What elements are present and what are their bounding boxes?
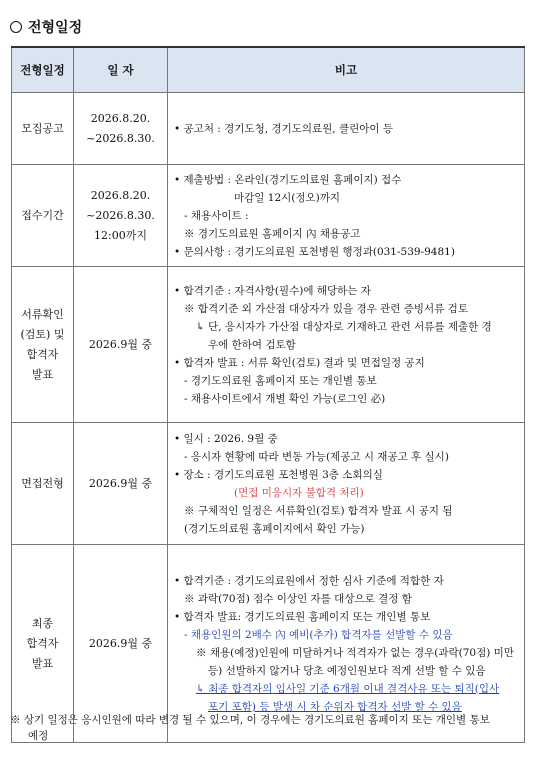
note-line: - 채용사이트에서 개별 확인 가능(로그인 必) (184, 392, 386, 405)
stage-label: 발표 (31, 656, 54, 670)
date-cell (74, 165, 168, 267)
table-row (12, 93, 525, 165)
stage-label: 접수기간 (21, 208, 64, 222)
note-line: ※ 합격기준 외 가산점 대상자가 있을 경우 관련 증빙서류 검토 (184, 302, 468, 315)
note-line: • 일시 : 2026. 9월 중 (174, 432, 278, 445)
stage-label: 합격자 (26, 347, 59, 361)
note-line: • 장소 : 경기도의료원 포천병원 3층 소회의실 (174, 468, 383, 481)
note-line: ↳ 최종 합격자의 임사일 기준 6개월 이내 결격사유 또는 퇴직(입사 (196, 682, 500, 695)
date-label: ~2026.8.30. (86, 131, 155, 145)
section-title-text: 전형일정 (28, 20, 83, 36)
note-line: - 채용인원의 2배수 內 예비(추가) 합격자를 선발할 수 있음 (184, 628, 453, 641)
note-line: • 합격기준 : 자격사항(필수)에 해당하는 자 (174, 284, 371, 297)
note-line: (경기도의료원 홈페이지에서 확인 가능) (184, 522, 365, 535)
footnote (10, 712, 525, 744)
note-line: ※ 경기도의료원 홈페이지 內 채용공고 (184, 227, 361, 240)
section-title (10, 14, 82, 40)
stage-cell (12, 267, 74, 423)
note-line: ↳ 단, 응시자가 가산점 대상자로 기재하고 관련 서류를 제출한 경 (196, 320, 492, 333)
footnote-line-1: ※ 상기 일정은 응시인원에 따라 변경 될 수 있으며, 이 경우에는 경기도의료원 홈페이지 또는 개인별 통보 (10, 714, 490, 726)
stage-label: 최종 (31, 616, 54, 630)
header-notes: 비고 (168, 47, 525, 93)
date-label: 2026.8.20. (90, 188, 151, 202)
note-line: • 합격기준 : 경기도의료원에서 정한 심사 기준에 적합한 자 (174, 574, 444, 587)
date-cell (74, 93, 168, 165)
date-label: 12:00까지 (94, 228, 147, 242)
note-line: • 제출방법 : 온라인(경기도의료원 홈페이지) 접수 (174, 173, 402, 186)
note-line: - 채용사이트 : (184, 209, 249, 222)
footnote-line-2: 예정 (28, 730, 49, 742)
note-cell (168, 93, 525, 165)
stage-label: 모집공고 (21, 121, 64, 135)
stage-cell (12, 93, 74, 165)
note-line: • 문의사항 : 경기도의료원 포천병원 행정과(031-539-9481) (174, 245, 455, 258)
note-line: 우에 한하여 검토함 (208, 338, 296, 351)
date-label: 2026.9월 중 (88, 476, 153, 490)
note-cell (168, 423, 525, 545)
note-line: - 응시자 현황에 따라 변동 가능(제공고 시 재공고 후 실시) (184, 450, 449, 463)
stage-label: 면접전형 (21, 476, 64, 490)
date-cell (74, 423, 168, 545)
note-line: • 공고처 : 경기도청, 경기도의료원, 클린아이 등 (174, 122, 394, 135)
stage-label: 발표 (31, 367, 54, 381)
table-row (12, 423, 525, 545)
note-cell (168, 165, 525, 267)
table-row (12, 165, 525, 267)
table-row (12, 267, 525, 423)
note-line: ※ 채용(예정)인원에 미달하거나 적격자가 없는 경우(과락(70점) 미만 (196, 646, 514, 659)
header-date: 일 자 (74, 47, 168, 93)
note-line: • 합격자 발표: 경기도의료원 홈페이지 또는 개인별 통보 (174, 610, 431, 623)
date-label: 2026.8.20. (90, 111, 151, 125)
stage-label: 서류확인 (21, 307, 64, 321)
note-line: 등) 선발하지 않거나 당초 예정인원보다 적게 선발 할 수 있음 (208, 664, 486, 677)
note-line: 포기 포함) 등 발생 시 차 순위자 합격자 선발 할 수 있음 (208, 700, 462, 713)
date-cell (74, 267, 168, 423)
header-stage: 전형일정 (12, 47, 74, 93)
table-header-row (12, 47, 525, 93)
stage-label: (검토) 및 (20, 327, 65, 341)
date-label: 2026.9월 중 (88, 636, 153, 650)
note-line: ※ 구체적인 일정은 서류확인(검토) 합격자 발표 시 공지 됨 (184, 504, 453, 517)
note-line: • 합격자 발표 : 서류 확인(검토) 결과 및 면접일정 공지 (174, 356, 425, 369)
note-cell (168, 267, 525, 423)
schedule-table (11, 46, 525, 743)
note-line: ※ 과락(70점) 점수 이상인 자를 대상으로 결정 함 (184, 592, 412, 605)
note-line: 마감일 12시(정오)까지 (234, 191, 341, 204)
note-line: - 경기도의료원 홈페이지 또는 개인별 통보 (184, 374, 377, 387)
stage-label: 합격자 (26, 636, 59, 650)
note-line: (면접 미응시자 불합격 처리) (234, 486, 364, 499)
date-label: ~2026.8.30. (86, 208, 155, 222)
circle-bullet-icon (10, 21, 22, 33)
stage-cell (12, 423, 74, 545)
date-label: 2026.9월 중 (88, 337, 153, 351)
stage-cell (12, 165, 74, 267)
